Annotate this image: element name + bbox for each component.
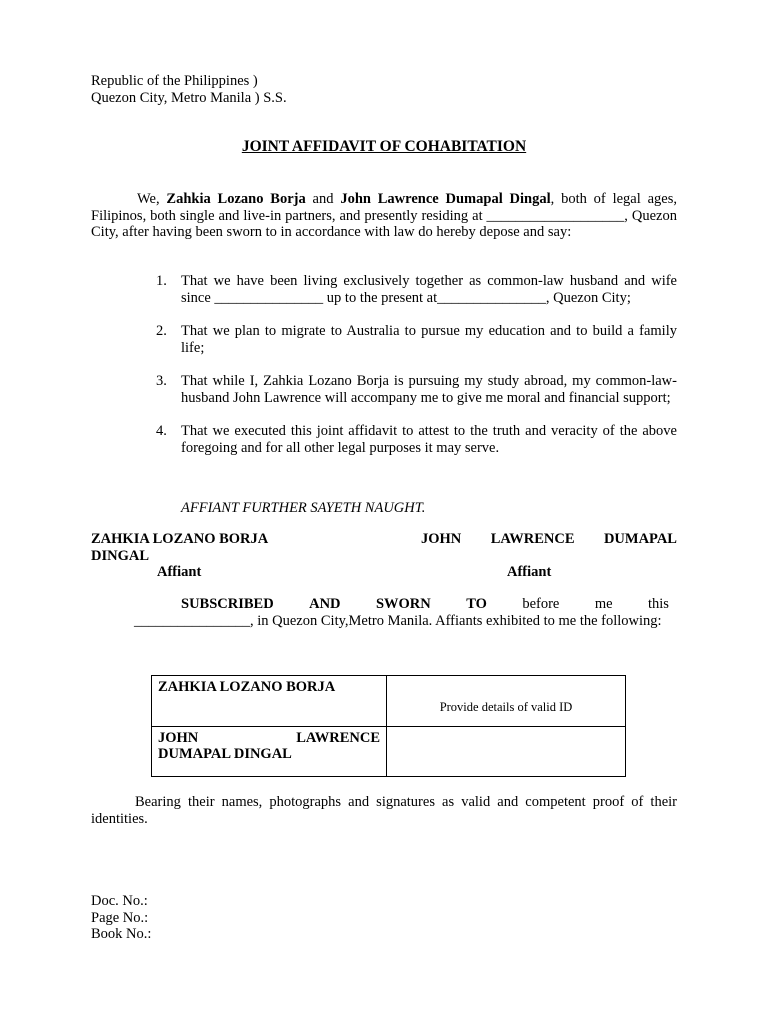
intro-name-2: John Lawrence Dumapal Dingal bbox=[340, 191, 551, 207]
list-item-number: 3. bbox=[156, 373, 167, 389]
list-item-number: 4. bbox=[156, 423, 167, 439]
jurat-word: before bbox=[522, 596, 560, 612]
jurat-paragraph bbox=[134, 596, 669, 629]
jurat-word: me bbox=[594, 596, 613, 612]
signatory-right-word-3: DUMAPAL bbox=[603, 531, 677, 547]
id-table-details-cell-1 bbox=[387, 676, 625, 726]
jurat-word: SWORN bbox=[375, 596, 431, 612]
venue-line-2: Quezon City, Metro Manila ) S.S. bbox=[91, 89, 287, 106]
bearing-paragraph bbox=[91, 794, 677, 827]
venue-line-1: Republic of the Philippines ) bbox=[91, 73, 258, 89]
id-table bbox=[151, 675, 626, 777]
signatory-right-name bbox=[421, 531, 677, 548]
venue-block bbox=[91, 73, 287, 106]
further-sayeth-line: AFFIANT FURTHER SAYETH NAUGHT. bbox=[181, 500, 426, 516]
list-item bbox=[156, 273, 677, 306]
signatory-left-name-text: ZAHKIA LOZANO BORJA bbox=[91, 531, 269, 547]
deposition-list bbox=[156, 273, 677, 456]
affiant-label-left: Affiant bbox=[157, 564, 202, 580]
id-table-person-2-word-1: JOHN bbox=[158, 729, 199, 746]
affiant-label-right: Affiant bbox=[507, 564, 552, 580]
jurat-word: SUBSCRIBED bbox=[181, 596, 274, 612]
book-no-label: Book No.: bbox=[91, 926, 152, 942]
intro-name-1: Zahkia Lozano Borja bbox=[166, 191, 306, 207]
id-table-id-note: Provide details of valid ID bbox=[439, 699, 573, 714]
jurat-word: TO bbox=[466, 596, 487, 612]
list-item-text: That while I, Zahkia Lozano Borja is pursuing my study abroad, my common-law-husband John Lawrence will accompany me to give me moral and financial support; bbox=[181, 373, 677, 406]
signatory-right-name-tail: DINGAL bbox=[91, 547, 150, 564]
id-table-details-column bbox=[387, 676, 625, 776]
signatory-right-word-2: LAWRENCE bbox=[490, 531, 575, 547]
jurat-rest: ________________, in Quezon City,Metro Manila. Affiants exhibited to me the following: bbox=[134, 612, 662, 629]
list-item-number: 2. bbox=[156, 323, 167, 339]
list-item-text: That we executed this joint affidavit to attest to the truth and veracity of the above foregoing and for all other legal purposes it may serve. bbox=[181, 423, 677, 456]
jurat-word: this bbox=[647, 596, 669, 612]
signatory-left-name bbox=[91, 531, 268, 564]
doc-no-label: Doc. No.: bbox=[91, 893, 148, 909]
intro-we: We, bbox=[137, 191, 167, 207]
list-item bbox=[156, 323, 677, 356]
intro-paragraph bbox=[91, 191, 677, 241]
list-item-number: 1. bbox=[156, 273, 167, 289]
id-table-person-2-word-2: LAWRENCE bbox=[296, 729, 380, 746]
intro-rest: , both of legal ages, Filipinos, both single and live-in partners, and presently residing at ___________________, Quezon City, after having been sworn to in accordance with law do hereby depose and say: bbox=[91, 191, 677, 240]
jurat-word: AND bbox=[309, 596, 341, 612]
doc-numbers-block bbox=[91, 893, 151, 943]
list-item bbox=[156, 423, 677, 456]
intro-and: and bbox=[305, 191, 341, 207]
page-no-label: Page No.: bbox=[91, 909, 149, 926]
id-table-person-2 bbox=[152, 726, 386, 777]
list-item-text: That we plan to migrate to Australia to pursue my education and to build a family life; bbox=[181, 323, 677, 356]
id-table-details-cell-2 bbox=[387, 726, 625, 777]
id-table-names-column bbox=[152, 676, 387, 776]
id-table-person-2-line-2: DUMAPAL DINGAL bbox=[158, 746, 292, 762]
bearing-text: Bearing their names, photographs and signatures as valid and competent proof of their identities. bbox=[91, 794, 677, 827]
id-table-person-1: ZAHKIA LOZANO BORJA bbox=[158, 679, 336, 695]
list-item-text: That we have been living exclusively together as common-law husband and wife since _______________ up to the present at_______________, Quezon City; bbox=[181, 273, 677, 306]
document-title: JOINT AFFIDAVIT OF COHABITATION bbox=[241, 138, 527, 155]
list-item bbox=[156, 373, 677, 406]
signatory-right-word-1: JOHN bbox=[421, 531, 462, 547]
